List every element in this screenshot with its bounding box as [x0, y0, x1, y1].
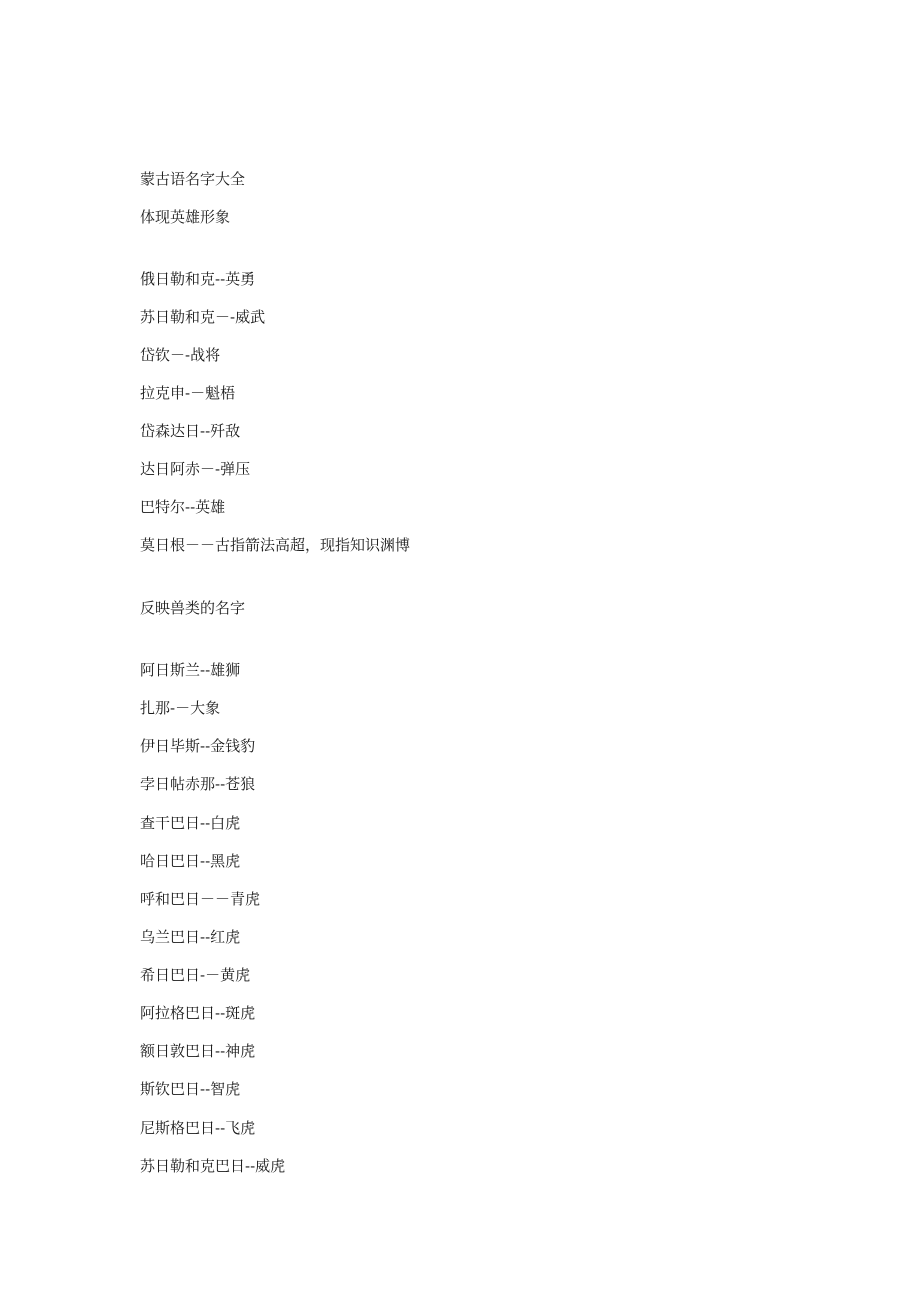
- list-item: 巴特尔--英雄: [140, 498, 226, 516]
- list-item: 苏日勒和克－-威武: [140, 308, 266, 326]
- section-heading-animals: 反映兽类的名字: [140, 599, 246, 617]
- list-item: 呼和巴日－－青虎: [140, 890, 261, 908]
- list-item: 岱森达日--歼敌: [140, 422, 241, 440]
- list-item: 阿日斯兰--雄狮: [140, 661, 241, 679]
- list-item: 查干巴日--白虎: [140, 814, 241, 832]
- list-item: 俄日勒和克--英勇: [140, 270, 256, 288]
- list-item: 拉克申-－魁梧: [140, 384, 236, 402]
- list-item: 岱钦－-战将: [140, 346, 221, 364]
- list-item: 斯钦巴日--智虎: [140, 1080, 241, 1098]
- list-item: 苏日勒和克巴日--威虎: [140, 1157, 286, 1175]
- list-item: 希日巴日-－黄虎: [140, 966, 251, 984]
- list-item: 额日敦巴日--神虎: [140, 1042, 256, 1060]
- list-item: 莫日根－－古指箭法高超，现指知识渊博: [140, 536, 411, 554]
- list-item: 乌兰巴日--红虎: [140, 928, 241, 946]
- list-item: 达日阿赤－-弹压: [140, 460, 251, 478]
- list-item: 阿拉格巴日--斑虎: [140, 1004, 256, 1022]
- list-item: 尼斯格巴日--飞虎: [140, 1119, 256, 1137]
- document-title: 蒙古语名字大全: [140, 170, 246, 188]
- section-heading-heroes: 体现英雄形象: [140, 208, 231, 226]
- list-item: 扎那-－大象: [140, 699, 221, 717]
- list-item: 伊日毕斯--金钱豹: [140, 737, 256, 755]
- list-item: 哈日巴日--黑虎: [140, 852, 241, 870]
- list-item: 孛日帖赤那--苍狼: [140, 775, 256, 793]
